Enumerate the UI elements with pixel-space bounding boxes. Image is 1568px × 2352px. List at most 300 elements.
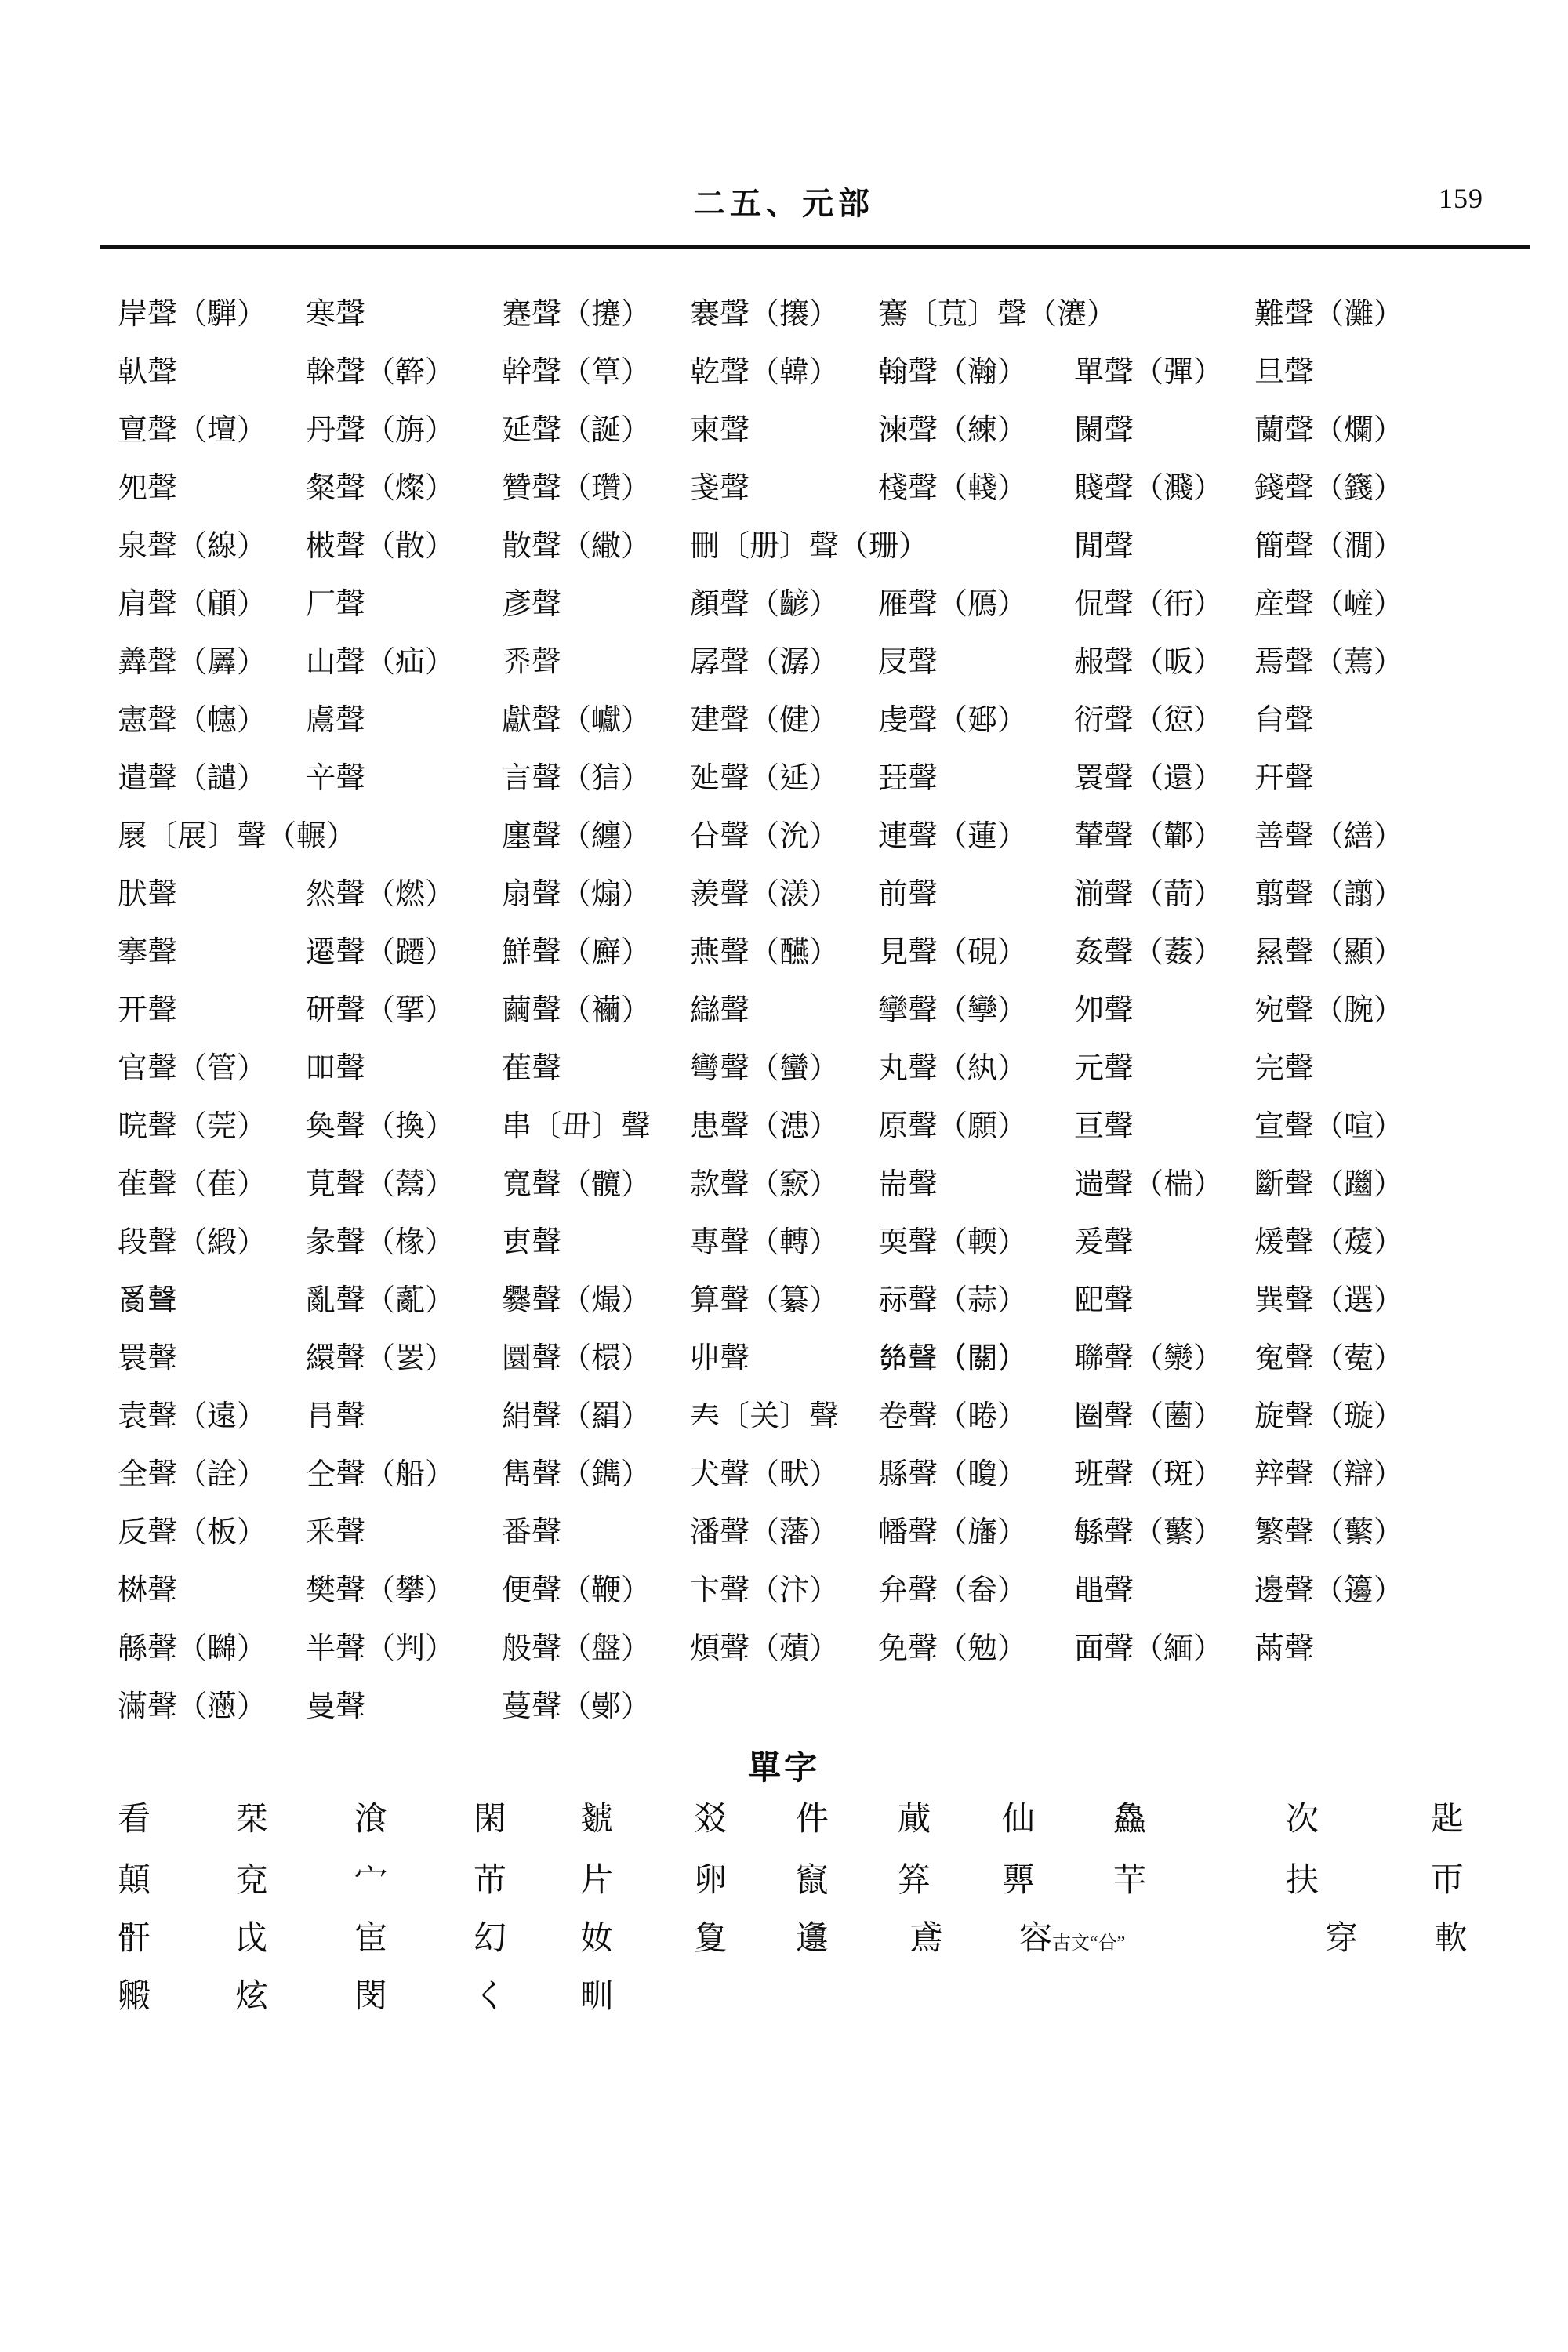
sheng-suffix: 聲 [147, 994, 178, 1027]
sheng-suffix: 聲 [720, 414, 750, 447]
phonetic-char: 圈 [1074, 1400, 1105, 1433]
phonetic-entry [1074, 648, 1223, 677]
example-char: （輭） [938, 1226, 1028, 1259]
phonetic-char: 面 [1074, 1632, 1105, 1665]
single-char-glyph: 件 [796, 1802, 829, 1838]
phonetic-char: 睘 [118, 1342, 148, 1375]
sheng-suffix: 聲 [532, 762, 562, 795]
phonetic-char: 柬 [690, 414, 720, 447]
sheng-suffix: 聲 [147, 1052, 178, 1085]
example-char: （煽） [561, 878, 652, 911]
sheng-suffix: 聲 [720, 1226, 750, 1259]
sheng-suffix: 聲 [1104, 1342, 1134, 1375]
sheng-suffix: 聲 [1284, 936, 1315, 969]
example-char: （燦） [365, 472, 456, 505]
phonetic-char: 㢟 [690, 762, 720, 795]
phonetic-entry [1074, 938, 1223, 967]
single-character [580, 1980, 613, 2013]
single-character [909, 1922, 942, 1955]
sheng-suffix: 聲 [336, 762, 366, 795]
single-char-glyph: 仙 [1002, 1802, 1036, 1838]
phonetic-entry [118, 648, 267, 677]
single-char-glyph: 戉 [235, 1921, 269, 1957]
phonetic-entry [878, 996, 1027, 1025]
phonetic-entry [306, 1402, 365, 1432]
example-char: （旃） [365, 414, 456, 447]
phonetic-char: 乾 [690, 356, 720, 389]
phonetic-entry [1074, 1576, 1134, 1606]
example-char: （熶） [561, 1284, 652, 1317]
sheng-suffix: 聲 [336, 1052, 366, 1085]
phonetic-entry [502, 1170, 651, 1200]
example-char: （蕿） [1314, 1226, 1404, 1259]
phonetic-char: 辡 [1254, 1458, 1285, 1491]
sheng-suffix: 聲 [720, 1516, 750, 1549]
sheng-suffix: 聲 [1104, 414, 1134, 447]
single-character [1019, 1922, 1125, 1955]
sheng-suffix: 聲 [720, 1284, 750, 1317]
phonetic-entry [878, 706, 1027, 735]
phonetic-char: 賤 [1074, 472, 1105, 505]
example-char: （𨒂） [750, 762, 840, 795]
single-char-glyph: 㸚 [694, 1802, 728, 1838]
phonetic-entry [502, 416, 651, 445]
phonetic-entry [118, 1576, 177, 1606]
sheng-suffix: 聲 [720, 1168, 750, 1201]
sheng-suffix: 聲 [908, 1342, 938, 1375]
phonetic-char: 山 [306, 646, 336, 679]
sheng-suffix: 聲 [336, 1458, 366, 1491]
phonetic-char: 前 [878, 878, 909, 911]
phonetic-entry [1074, 532, 1134, 561]
single-character [1113, 1864, 1146, 1897]
example-char: （散） [365, 530, 456, 563]
phonetic-char: 絹 [502, 1400, 532, 1433]
phonetic-entry [306, 358, 455, 387]
phonetic-char: 雋 [502, 1458, 532, 1491]
sheng-suffix: 聲 [720, 994, 750, 1027]
example-char: （漶） [750, 1110, 840, 1143]
single-character [118, 1922, 151, 1955]
phonetic-char: 丹 [306, 414, 336, 447]
single-character [354, 1803, 387, 1836]
phonetic-char: 簡 [1254, 530, 1285, 563]
example-char: （蔨） [1134, 1400, 1224, 1433]
single-character [1431, 1864, 1464, 1897]
single-character [118, 1864, 151, 1897]
phonetic-entry [118, 938, 177, 967]
example-char: （船） [365, 1458, 456, 1491]
sheng-suffix: 聲 [336, 530, 366, 563]
example-char: （籩） [1314, 1574, 1404, 1607]
sheng-suffix: 聲 [532, 1226, 562, 1259]
phonetic-entry [502, 1112, 651, 1142]
single-char-glyph: 夐 [694, 1921, 728, 1957]
example-char: （𩰿） [365, 1168, 456, 1201]
example-char: （璇） [1314, 1400, 1404, 1433]
example-char: （燃） [365, 878, 456, 911]
single-char-glyph: 次 [1286, 1802, 1319, 1838]
phonetic-entry [118, 1054, 267, 1083]
phonetic-char: 顏 [690, 588, 720, 621]
phonetic-char: 旋 [1254, 1400, 1285, 1433]
single-character [474, 1980, 506, 2013]
example-char: （簳） [365, 356, 456, 389]
phonetic-entry [502, 1692, 651, 1722]
single-char-glyph: 閔 [354, 1979, 388, 2015]
sheng-suffix: 聲 [147, 1110, 178, 1143]
phonetic-char: 遄 [1074, 1168, 1105, 1201]
phonetic-entry [690, 1054, 839, 1083]
phonetic-char: 遷 [306, 936, 336, 969]
phonetic-entry [118, 474, 177, 503]
phonetic-entry [1074, 764, 1223, 793]
sheng-suffix: 聲 [1284, 1342, 1315, 1375]
phonetic-entry [306, 1170, 455, 1200]
phonetic-char: 原 [878, 1110, 909, 1143]
single-character [235, 1980, 268, 2013]
sheng-suffix: 聲 [336, 994, 366, 1027]
phonetic-char: 完 [1254, 1052, 1285, 1085]
sheng-suffix: 聲 [1284, 704, 1315, 737]
phonetic-char: 湅 [878, 414, 909, 447]
sheng-suffix: 聲 [532, 588, 562, 621]
phonetic-entry [690, 1344, 750, 1374]
phonetic-char: 卞 [690, 1574, 720, 1607]
example-char: （躖） [1314, 1168, 1404, 1201]
sheng-suffix: 聲 [1104, 1226, 1134, 1259]
example-char: （羂） [561, 1400, 652, 1433]
sheng-suffix: 聲 [147, 1458, 178, 1491]
example-char: （緞） [177, 1226, 267, 1259]
phonetic-char: 遣 [118, 762, 148, 795]
phonetic-entry [502, 1518, 561, 1548]
sheng-suffix: 聲 [336, 472, 366, 505]
phonetic-char: 耑 [878, 1168, 909, 1201]
single-char-glyph: 帀 [1431, 1863, 1465, 1899]
phonetic-entry [118, 590, 267, 619]
example-char: （萑） [177, 1168, 267, 1201]
example-char: （躚） [365, 936, 456, 969]
example-char: （䍗） [365, 1342, 456, 1375]
single-char-glyph: 閑 [474, 1802, 507, 1838]
example-char: （線） [177, 530, 267, 563]
sheng-suffix: 聲 [809, 1400, 840, 1433]
phonetic-entry [1254, 1460, 1403, 1490]
phonetic-char: 段 [118, 1226, 148, 1259]
example-char: （㵎） [1314, 530, 1404, 563]
single-character [118, 1980, 151, 2013]
phonetic-char: 䇂 [306, 762, 336, 795]
sheng-suffix: 聲 [720, 298, 750, 331]
example-char: （衎） [1134, 588, 1224, 621]
single-char-glyph: く [474, 1979, 507, 2015]
phonetic-char: 煖 [1254, 1226, 1285, 1259]
phonetic-entry [1074, 1286, 1134, 1316]
example-char: （蒜） [938, 1284, 1028, 1317]
sheng-suffix: 聲 [532, 414, 562, 447]
phonetic-entry [1254, 416, 1403, 445]
phonetic-entry [118, 532, 267, 561]
phonetic-char: 蹇 [502, 298, 532, 331]
sheng-suffix: 聲 [908, 1168, 938, 1201]
phonetic-char: 散 [502, 530, 532, 563]
example-char: （輚） [938, 472, 1028, 505]
phonetic-char: 闌 [1074, 414, 1105, 447]
example-char: （蒬） [1314, 1342, 1404, 1375]
phonetic-entry [306, 1286, 455, 1316]
example-char: （選） [1314, 1284, 1404, 1317]
single-character [1002, 1864, 1035, 1897]
sheng-suffix: 聲 [908, 1632, 938, 1665]
phonetic-char: 肩 [118, 588, 148, 621]
sheng-suffix: 聲 [147, 1516, 178, 1549]
phonetic-entry [306, 1112, 455, 1142]
sheng-suffix: 聲 [720, 588, 750, 621]
single-char-glyph: 鱻 [1113, 1802, 1147, 1838]
phonetic-char: 言 [502, 762, 532, 795]
single-char-glyph: 宀 [354, 1863, 388, 1899]
sheng-suffix: 聲 [908, 588, 938, 621]
phonetic-entry [690, 648, 839, 677]
phonetic-char: 翦 [1254, 878, 1285, 911]
phonetic-char: 祘 [878, 1284, 909, 1317]
single-character [235, 1803, 268, 1836]
phonetic-char: 棧 [878, 472, 909, 505]
phonetic-entry [1254, 648, 1403, 677]
phonetic-entry [878, 1634, 1027, 1664]
example-char: （藩） [750, 1516, 840, 1549]
sheng-suffix: 聲 [336, 936, 366, 969]
sheng-suffix: 聲 [1104, 588, 1134, 621]
phonetic-char: 雈 [118, 1168, 148, 1201]
phonetic-entry [878, 1402, 1027, 1432]
phonetic-entry [1254, 822, 1403, 851]
phonetic-entry [878, 416, 1027, 445]
sheng-suffix: 聲 [147, 1284, 178, 1317]
phonetic-entry [118, 416, 267, 445]
example-char: （管） [177, 1052, 267, 1085]
phonetic-entry [1254, 1518, 1403, 1548]
sheng-suffix: 聲 [336, 1226, 366, 1259]
phonetic-char: 犬 [690, 1458, 720, 1491]
phonetic-entry [690, 1402, 839, 1432]
phonetic-entry [306, 1054, 365, 1083]
phonetic-entry [306, 474, 455, 503]
phonetic-char: 叀 [502, 1226, 532, 1259]
phonetic-char: 岸 [118, 298, 148, 331]
single-char-glyph: 竄 [796, 1863, 829, 1899]
sheng-suffix: 聲 [532, 472, 562, 505]
sheng-suffix: 聲 [147, 1690, 178, 1723]
phonetic-char: 宣 [1254, 1110, 1285, 1143]
example-char: （腕） [1314, 994, 1404, 1027]
sheng-suffix: 聲 [1104, 936, 1134, 969]
phonetic-char: 聯 [1074, 1342, 1105, 1375]
phonetic-entry [1074, 822, 1223, 851]
phonetic-char: 斷 [1254, 1168, 1285, 1201]
sheng-suffix: 聲 [147, 1632, 178, 1665]
header-rule [100, 245, 1530, 249]
single-char-glyph: 虦 [580, 1802, 614, 1838]
phonetic-entry [690, 880, 839, 909]
phonetic-char: 亶 [118, 414, 148, 447]
variant-char: 〔关〕 [720, 1400, 810, 1433]
single-char-glyph: 芉 [1113, 1863, 1147, 1899]
sheng-suffix: 聲 [147, 1168, 178, 1201]
example-char: （鄻） [1134, 820, 1224, 853]
phonetic-char: 建 [690, 704, 720, 737]
example-char: （詮） [177, 1458, 267, 1491]
sheng-suffix: 聲 [147, 1342, 178, 1375]
sheng-suffix: 聲 [908, 762, 938, 795]
phonetic-char: 𤔔 [118, 1284, 148, 1317]
phonetic-char: 翰 [878, 356, 909, 389]
phonetic-entry [878, 764, 938, 793]
sheng-suffix: 聲 [908, 820, 938, 853]
phonetic-entry [118, 1286, 177, 1316]
example-char: （巘） [561, 704, 652, 737]
example-char: （薠） [750, 1632, 840, 1665]
sheng-suffix: 聲 [147, 704, 178, 737]
sheng-suffix: 聲 [532, 298, 562, 331]
single-character [354, 1864, 387, 1897]
phonetic-char: 蘭 [1254, 414, 1285, 447]
phonetic-char: 幹 [502, 356, 532, 389]
phonetic-entry [502, 1402, 651, 1432]
phonetic-entry [1074, 1634, 1223, 1664]
phonetic-char: 宛 [1254, 994, 1285, 1027]
single-character [796, 1922, 829, 1955]
single-char-glyph: 穿 [1325, 1921, 1359, 1957]
sheng-suffix: 聲 [336, 1168, 366, 1201]
example-char: （薍） [365, 1284, 456, 1317]
sheng-suffix: 聲 [147, 762, 178, 795]
phonetic-entry [690, 299, 839, 329]
sheng-suffix: 聲 [336, 414, 366, 447]
example-char: （廯） [561, 936, 652, 969]
sheng-suffix: 聲 [336, 1690, 366, 1723]
single-character [1325, 1922, 1358, 1955]
phonetic-entry [690, 532, 928, 561]
sheng-suffix: 聲 [147, 530, 178, 563]
sheng-suffix: 聲 [1104, 472, 1134, 505]
phonetic-entry [1254, 590, 1403, 619]
sheng-suffix: 聲 [720, 1458, 750, 1491]
phonetic-char: 般 [502, 1632, 532, 1665]
phonetic-char: 黽 [1074, 1574, 1105, 1607]
phonetic-entry [1074, 590, 1223, 619]
sheng-suffix: 聲 [1104, 1110, 1134, 1143]
phonetic-char: 湔 [1074, 878, 1105, 911]
phonetic-char: 耎 [878, 1226, 909, 1259]
example-char: （昄） [1134, 646, 1224, 679]
phonetic-entry [502, 996, 651, 1025]
phonetic-entry [306, 1228, 455, 1258]
phonetic-entry [690, 1286, 839, 1316]
phonetic-entry [118, 880, 177, 909]
phonetic-entry [690, 1634, 839, 1664]
example-char: （孿） [938, 994, 1028, 1027]
phonetic-char: 泉 [118, 530, 148, 563]
phonetic-entry [878, 1460, 1027, 1490]
sheng-suffix: 聲 [1104, 1400, 1134, 1433]
sheng-suffix: 聲 [1284, 994, 1315, 1027]
phonetic-char: 鬳 [306, 704, 336, 737]
sheng-suffix: 聲 [147, 1226, 178, 1259]
sheng-suffix: 聲 [336, 1516, 366, 1549]
phonetic-entry [306, 1576, 455, 1606]
phonetic-char: 吅 [306, 1052, 336, 1085]
phonetic-char: 卷 [878, 1400, 909, 1433]
single-character [354, 1922, 387, 1955]
single-character [580, 1864, 613, 1897]
phonetic-char: 衍 [1074, 704, 1105, 737]
single-character [796, 1803, 829, 1836]
sheng-suffix: 聲 [147, 414, 178, 447]
sheng-suffix: 聲 [1104, 530, 1134, 563]
phonetic-entry [1254, 1112, 1403, 1142]
phonetic-entry [1254, 1576, 1403, 1606]
phonetic-entry [878, 648, 938, 677]
phonetic-char: 半 [306, 1632, 336, 1665]
single-char-glyph: 看 [118, 1802, 151, 1838]
phonetic-char: 䏍 [1254, 704, 1285, 737]
phonetic-entry [1254, 474, 1403, 503]
sheng-suffix: 聲 [532, 820, 562, 853]
sheng-suffix: 聲 [147, 878, 178, 911]
phonetic-char: 彎 [690, 1052, 720, 1085]
sheng-suffix: 聲 [908, 1458, 938, 1491]
phonetic-char: 棥 [118, 1574, 148, 1607]
sheng-suffix: 聲 [908, 1226, 938, 1259]
phonetic-entry [1074, 880, 1223, 909]
phonetic-entry [878, 1228, 1027, 1258]
phonetic-char: 研 [306, 994, 336, 1027]
phonetic-entry [118, 1460, 267, 1490]
sheng-suffix: 聲 [336, 704, 366, 737]
sheng-suffix: 聲 [1104, 356, 1134, 389]
phonetic-char: 産 [1254, 588, 1285, 621]
single-char-glyph: 湌 [354, 1802, 388, 1838]
phonetic-char: 肰 [118, 878, 148, 911]
phonetic-entry [118, 299, 267, 329]
single-char-glyph: 栞 [235, 1802, 269, 1838]
phonetic-entry [118, 996, 177, 1025]
single-char-glyph: 毈 [118, 1979, 151, 2015]
phonetic-entry [306, 1692, 365, 1722]
single-char-glyph: 扶 [1286, 1863, 1319, 1899]
phonetic-char: 鮮 [502, 936, 532, 969]
sheng-suffix: 聲 [1284, 762, 1315, 795]
phonetic-entry [1074, 416, 1134, 445]
sheng-suffix: 聲 [147, 298, 178, 331]
phonetic-entry [878, 1286, 1027, 1316]
example-char: （蔫） [1314, 646, 1404, 679]
example-char: （疝） [365, 646, 456, 679]
single-char-glyph: 容 [1019, 1921, 1053, 1957]
phonetic-entry [118, 1518, 267, 1548]
phonetic-entry [878, 1054, 1027, 1083]
phonetic-entry [502, 938, 651, 967]
single-char-glyph: 奻 [580, 1921, 614, 1957]
phonetic-char: 巸 [1074, 1284, 1105, 1317]
sheng-suffix: 聲 [147, 936, 178, 969]
phonetic-entry [1074, 1402, 1223, 1432]
example-char: （攓） [561, 298, 652, 331]
example-char: （彈） [1134, 356, 1224, 389]
sheng-suffix: 聲 [1284, 820, 1315, 853]
